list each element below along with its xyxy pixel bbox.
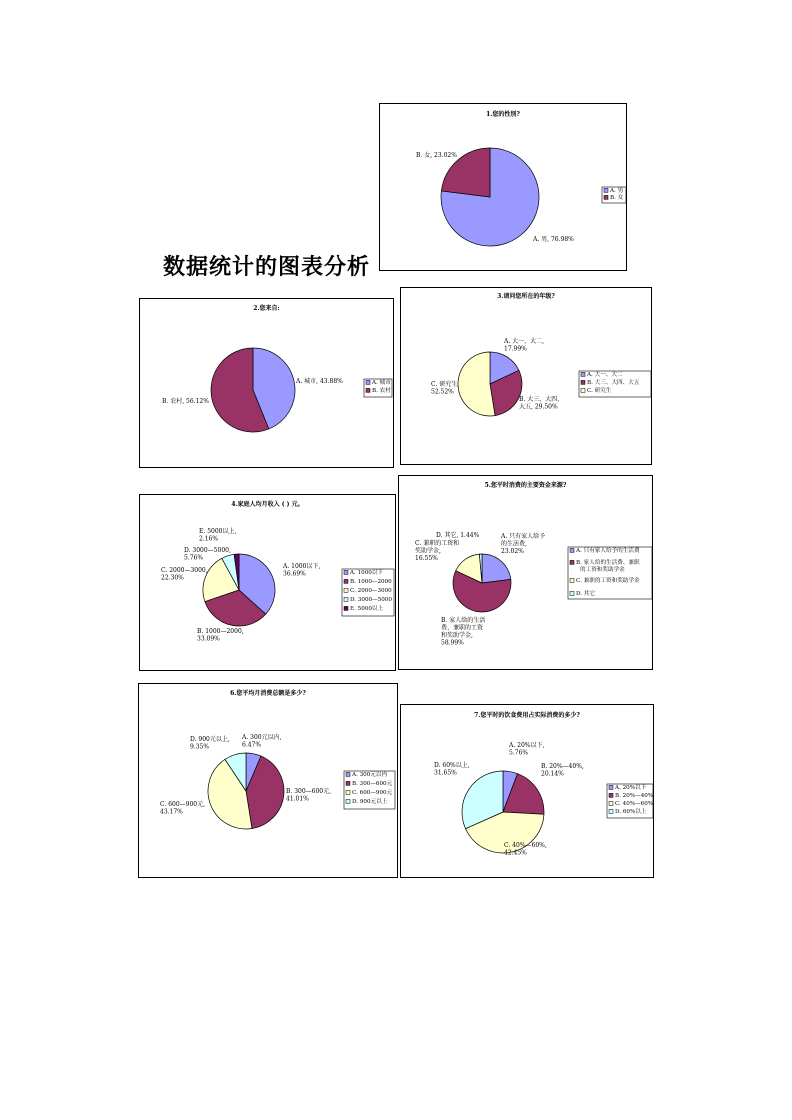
legend-entry: B. 300—600元 bbox=[352, 781, 393, 787]
legend-swatch bbox=[581, 380, 585, 384]
legend-swatch bbox=[604, 195, 608, 199]
legend-entry: C. 兼职的工资和奖助学金 bbox=[576, 578, 640, 584]
chart-title: 3.请问您所在的年级? bbox=[497, 293, 555, 300]
chart-title: 4.家庭人均月收入 ( ) 元。 bbox=[231, 501, 304, 508]
legend-swatch bbox=[344, 606, 348, 610]
chart-gender bbox=[379, 103, 627, 271]
legend-swatch bbox=[570, 560, 574, 564]
slice-label: E. 5000以上, 2.16% bbox=[199, 528, 237, 543]
legend-entry: A. 大一、大二 bbox=[587, 372, 623, 378]
slice-label: B. 300—600元, 41.01% bbox=[286, 788, 332, 803]
legend-swatch bbox=[346, 799, 350, 803]
legend-entry: C. 40%—60% bbox=[615, 801, 654, 807]
legend-entry: C. 2000—3000 bbox=[350, 588, 392, 594]
pie-chart-svg bbox=[399, 476, 652, 669]
slice-label: D. 3000—5000, 5.76% bbox=[184, 547, 231, 562]
chart-monthly-spending bbox=[138, 683, 398, 878]
legend-entry: B. 女 bbox=[610, 195, 624, 201]
legend-entry: C. 研究生 bbox=[587, 388, 612, 394]
chart-origin bbox=[139, 298, 394, 468]
legend-swatch bbox=[581, 372, 585, 376]
slice-label: C. 兼职的工资和奖助学金, 16.55% bbox=[415, 540, 460, 562]
chart-food-ratio bbox=[400, 704, 654, 878]
pie-chart-svg bbox=[401, 288, 651, 464]
pie-chart-svg bbox=[401, 705, 653, 877]
legend-swatch bbox=[366, 388, 370, 392]
legend-entry: B. 20%—40% bbox=[615, 793, 654, 799]
chart-title: 2.您来自: bbox=[253, 305, 280, 312]
legend-entry: A. 男 bbox=[610, 188, 624, 194]
legend-swatch bbox=[570, 578, 574, 582]
pie-chart-svg bbox=[140, 495, 395, 670]
legend-entry: B. 农村 bbox=[372, 388, 391, 394]
legend-entry: D. 900元以上 bbox=[352, 799, 388, 805]
pie-chart-svg bbox=[380, 104, 626, 270]
slice-label: C. 2000—3000, 22.30% bbox=[161, 567, 208, 582]
chart-grade bbox=[400, 287, 652, 465]
slice-label: D. 其它, 1.44% bbox=[436, 532, 480, 539]
legend-swatch bbox=[346, 781, 350, 785]
legend-swatch bbox=[609, 785, 613, 789]
legend-swatch bbox=[346, 790, 350, 794]
legend-entry: D. 3000—5000 bbox=[350, 597, 392, 603]
slice-label: A. 男, 76.98% bbox=[533, 236, 574, 243]
legend-swatch bbox=[581, 388, 585, 392]
legend-entry: D. 60%以上 bbox=[615, 809, 647, 815]
legend-entry: B. 大三、大四、大五 bbox=[587, 380, 640, 386]
slice-label: C. 研究生, 52.52% bbox=[431, 381, 460, 396]
slice-label: B. 大三、大四、大五, 29.50% bbox=[519, 396, 564, 411]
legend-entry: A. 1000以下 bbox=[350, 570, 384, 576]
slice-label: D. 60%以上, 31.65% bbox=[434, 762, 470, 777]
legend-swatch bbox=[344, 588, 348, 592]
slice-label: B. 1000—2000, 33.09% bbox=[197, 628, 244, 643]
legend-entry: B. 1000—2000 bbox=[350, 579, 392, 585]
legend-swatch bbox=[366, 380, 370, 384]
slice-label: C. 600—900元, 43.17% bbox=[160, 801, 206, 816]
pie-chart-svg bbox=[139, 684, 397, 877]
slice-label: C. 40%—60%, 42.45% bbox=[504, 842, 547, 857]
legend-entry: A. 300元以内 bbox=[352, 772, 388, 778]
pie-chart-svg bbox=[140, 299, 393, 467]
pie-slice bbox=[482, 554, 511, 583]
page-title: 数据统计的图表分析 bbox=[163, 255, 371, 280]
legend-swatch bbox=[570, 591, 574, 595]
slice-label: A. 20%以下, 5.76% bbox=[509, 742, 545, 757]
chart-title: 5.您平时消费的主要资金来源? bbox=[484, 482, 567, 489]
slice-label: A. 只有家人给予的生活费, 23.02% bbox=[501, 533, 546, 555]
slice-label: D. 900元以上, 9.35% bbox=[190, 736, 230, 751]
slice-label: A. 城市, 43.88% bbox=[296, 378, 343, 385]
legend-swatch bbox=[609, 809, 613, 813]
slice-label: A. 大一、大二, 17.99% bbox=[504, 338, 545, 353]
slice-label: B. 女, 23.02% bbox=[416, 152, 457, 159]
legend-entry: E. 5000以上 bbox=[350, 606, 384, 612]
pie-slice bbox=[458, 352, 495, 416]
slice-label: A. 1000以下, 36.69% bbox=[283, 563, 321, 578]
slice-label: B. 农村, 56.12% bbox=[162, 398, 209, 405]
legend-swatch bbox=[344, 570, 348, 574]
legend-entry: D. 其它 bbox=[576, 591, 596, 597]
legend-entry: B. 家人给的生活费、兼职的工资和奖助学金 bbox=[576, 560, 640, 573]
legend-swatch bbox=[609, 793, 613, 797]
chart-title: 7.您平时的饮食费用占实际消费的多少? bbox=[474, 712, 580, 719]
slice-label: B. 家人给的生活费、兼职的工资和奖助学金, 58.99% bbox=[441, 617, 486, 647]
legend-entry: A. 20%以下 bbox=[615, 785, 647, 791]
slice-label: A. 300元以内, 6.47% bbox=[242, 734, 282, 749]
chart-family-income bbox=[139, 494, 396, 671]
legend-entry: A. 城市 bbox=[372, 380, 391, 386]
legend-swatch bbox=[346, 772, 350, 776]
chart-funding-source bbox=[398, 475, 653, 670]
legend-swatch bbox=[344, 579, 348, 583]
slice-label: B. 20%—40%, 20.14% bbox=[541, 763, 584, 778]
legend-swatch bbox=[604, 188, 608, 192]
legend-swatch bbox=[344, 597, 348, 601]
legend-entry: C. 600—900元 bbox=[352, 790, 393, 796]
legend-entry: A. 只有家人给予的生活费 bbox=[576, 548, 640, 554]
chart-title: 6.您平均月消费总额是多少? bbox=[230, 690, 306, 697]
legend-swatch bbox=[609, 801, 613, 805]
chart-title: 1.您的性别? bbox=[486, 111, 520, 118]
legend-swatch bbox=[570, 548, 574, 552]
